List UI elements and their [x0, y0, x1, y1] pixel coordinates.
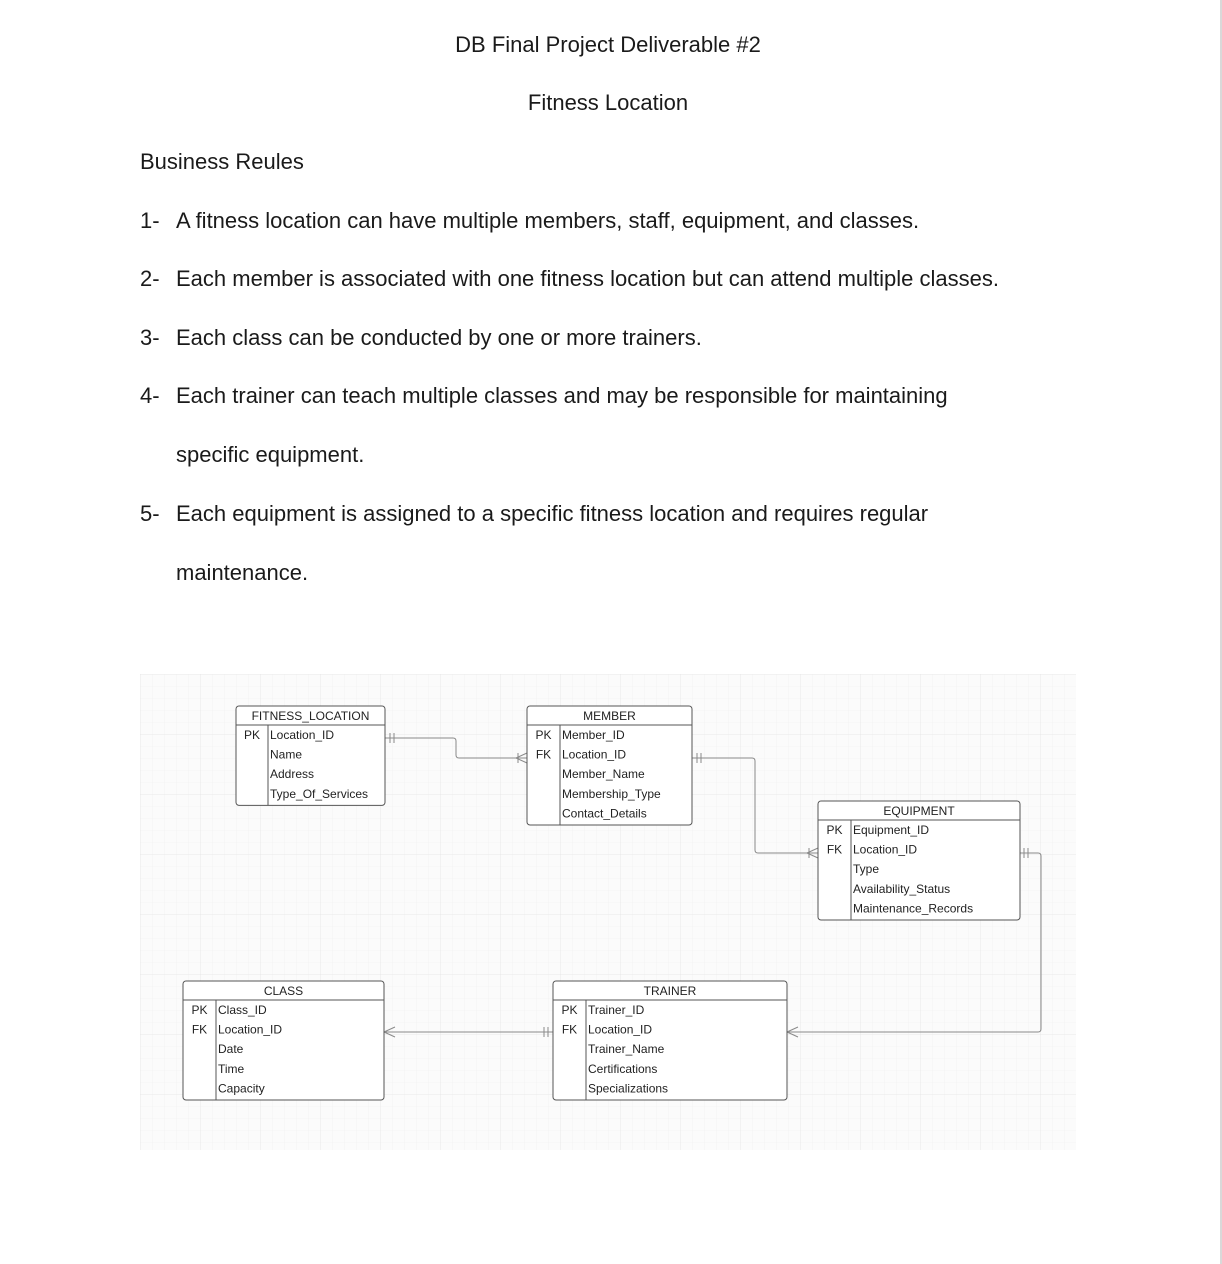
entity-equipment	[818, 801, 1020, 920]
document-subtitle: Fitness Location	[527, 90, 689, 115]
section-heading: Business Reules	[140, 149, 304, 174]
entity-attribute: Trainer_ID	[588, 1003, 645, 1017]
rule-number: 5-	[140, 501, 160, 526]
entity-attribute: Specializations	[588, 1081, 669, 1096]
entity-fitness-location	[236, 706, 385, 805]
entity-title: MEMBER	[583, 709, 636, 723]
rule-text: Each equipment is assigned to a specific fitness location and requires regular	[176, 501, 929, 526]
entity-attribute: Trainer_Name	[588, 1042, 665, 1057]
rule-number: 2-	[140, 266, 160, 291]
document-title: DB Final Project Deliverable #2	[455, 32, 761, 57]
entity-title: FITNESS_LOCATION	[251, 709, 370, 723]
entity-attribute: Name	[270, 747, 303, 762]
entity-key-label: FK	[535, 747, 552, 762]
entity-attribute: Equipment_ID	[853, 823, 930, 837]
entity-class	[183, 981, 384, 1100]
entity-attribute: Maintenance_Records	[853, 901, 974, 916]
rule-text: Each trainer can teach multiple classes and may be responsible for maintaining	[176, 383, 948, 408]
rule-number: 1-	[140, 208, 160, 233]
entity-key-label: PK	[243, 728, 261, 742]
rule-number: 3-	[140, 325, 160, 350]
entity-key-label: PK	[535, 728, 552, 742]
rule-text-continued: specific equipment.	[176, 442, 365, 467]
entity-attribute: Availability_Status	[853, 881, 951, 896]
entity-attribute: Membership_Type	[562, 786, 661, 801]
entity-attribute: Certifications	[588, 1061, 658, 1076]
entity-attribute: Address	[270, 767, 315, 782]
entity-attribute: Location_ID	[270, 728, 335, 742]
entity-attribute: Location_ID	[218, 1022, 283, 1037]
entity-attribute: Member_ID	[562, 728, 625, 742]
entity-key-label: FK	[191, 1022, 208, 1037]
entity-attribute: Date	[218, 1042, 244, 1057]
entity-title: CLASS	[263, 984, 304, 998]
entity-attribute: Location_ID	[588, 1022, 653, 1037]
entity-attribute: Type	[853, 862, 880, 877]
rule-text: Each class can be conducted by one or more trainers.	[176, 325, 702, 350]
entity-attribute: Capacity	[218, 1081, 265, 1096]
entity-trainer	[553, 981, 787, 1100]
entity-key-label: PK	[191, 1003, 208, 1017]
er-diagram-canvas	[140, 674, 1076, 1150]
entity-key-label: FK	[826, 842, 843, 857]
entity-box	[183, 981, 384, 1100]
er-diagram	[140, 674, 1076, 1150]
rule-text: Each member is associated with one fitness location but can attend multiple classes.	[176, 266, 999, 291]
entity-attribute: Contact_Details	[562, 806, 647, 821]
entity-attribute: Location_ID	[853, 842, 918, 857]
entity-attribute: Time	[218, 1061, 245, 1076]
entity-attribute: Member_Name	[562, 767, 645, 782]
entity-key-label: PK	[561, 1003, 578, 1017]
entity-member	[527, 706, 692, 825]
entity-attribute: Class_ID	[218, 1003, 267, 1017]
entity-attribute: Location_ID	[562, 747, 627, 762]
entity-key-label: FK	[561, 1022, 578, 1037]
rule-text-continued: maintenance.	[176, 560, 309, 585]
entity-attribute: Type_Of_Services	[270, 786, 369, 801]
rule-text: A fitness location can have multiple members, staff, equipment, and classes.	[176, 208, 920, 233]
rule-number: 4-	[140, 383, 160, 408]
entity-key-label: PK	[826, 823, 843, 837]
entity-title: TRAINER	[643, 984, 697, 998]
entity-title: EQUIPMENT	[883, 804, 955, 818]
